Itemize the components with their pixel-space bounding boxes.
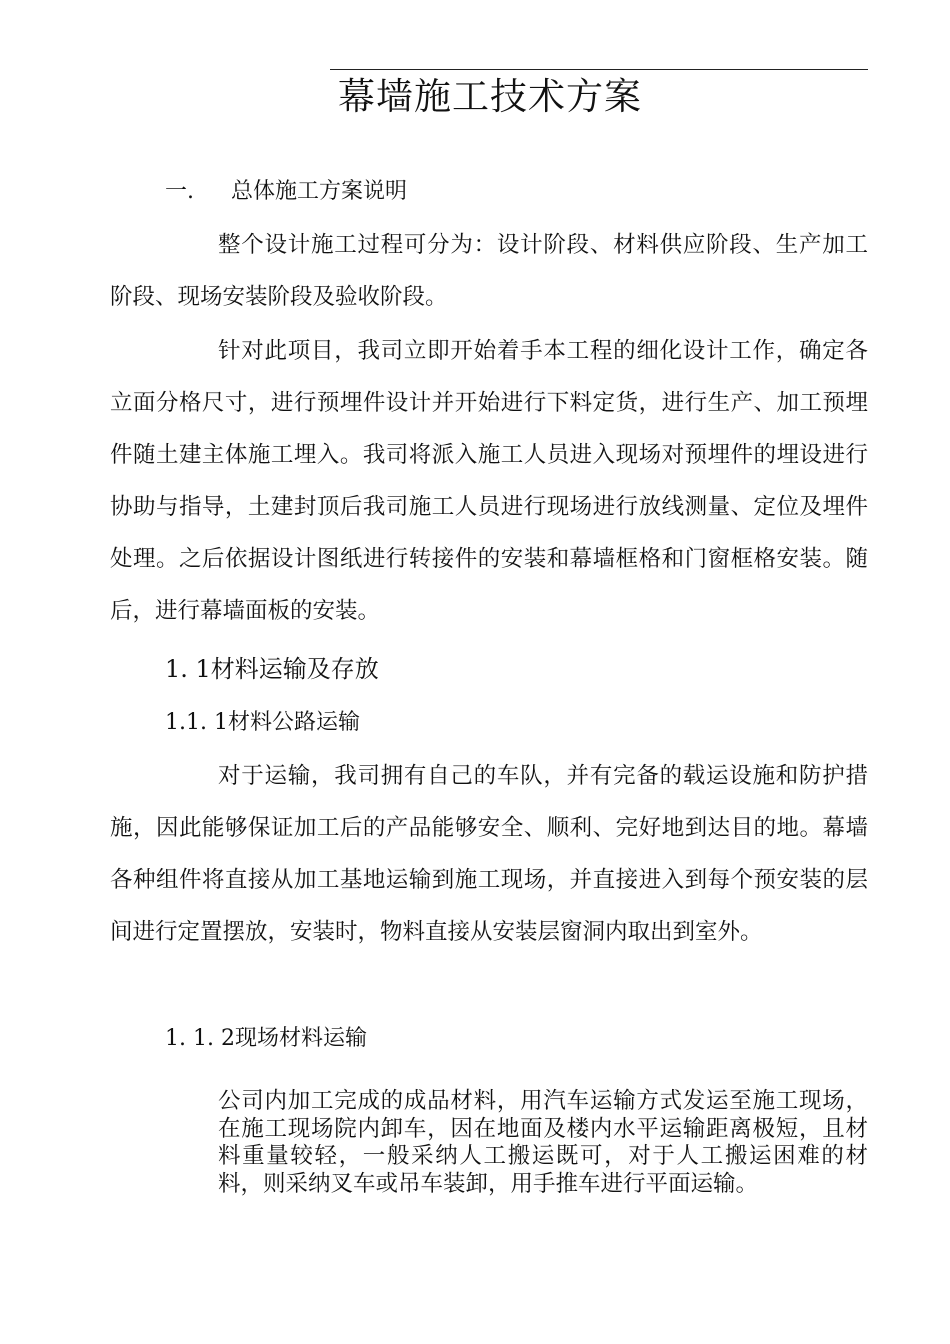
section-number: 一. [165, 179, 194, 204]
paragraph-project: 针对此项目，我司立即开始着手本工程的细化设计工作，确定各立面分格尺寸，进行预埋件设计并开始进行下料定货，进行生产、加工预埋件随土建主体施工埋入。我司将派入施工人员进入现场对预埋件的埋设进行协助与指导，土建封顶后我司施工人员进行现场进行放线测量、定位及埋件处理。之后依据设计图纸进行转接件的安装和幕墙框格和门窗框格安装。随后，进行幕墙面板的安装。 [110, 338, 868, 624]
header-rule [330, 69, 868, 70]
paragraph-overview: 整个设计施工过程可分为：设计阶段、材料供应阶段、生产加工阶段、现场安装阶段及验收阶段。 [110, 232, 868, 310]
section-heading-1 [165, 175, 407, 209]
subsection-heading-1-1: 1. 1材料运输及存放 [165, 655, 379, 683]
section-title: 总体施工方案说明 [231, 179, 408, 204]
document-title: 幕墙施工技术方案 [338, 75, 642, 118]
paragraph-road-transport: 对于运输，我司拥有自己的车队，并有完备的载运设施和防护措施，因此能够保证加工后的产品能够安全、顺利、完好地到达目的地。幕墙各种组件将直接从加工基地运输到施工现场，并直接进入到每个预安装的层间进行定置摆放，安装时，物料直接从安装层窗洞内取出到室外。 [110, 763, 868, 945]
paragraph-site-transport: 公司内加工完成的成品材料，用汽车运输方式发运至施工现场，在施工现场院内卸车，因在地面及楼内水平运输距离极短，且材料重量较轻，一般采纳人工搬运既可，对于人工搬运困难的材料，则采纳叉车或吊车装卸，用手推车进行平面运输。 [218, 1088, 868, 1197]
subsection-heading-1-1-1: 1.1. 1材料公路运输 [165, 710, 360, 735]
subsection-heading-1-1-2: 1. 1. 2现场材料运输 [165, 1026, 367, 1051]
